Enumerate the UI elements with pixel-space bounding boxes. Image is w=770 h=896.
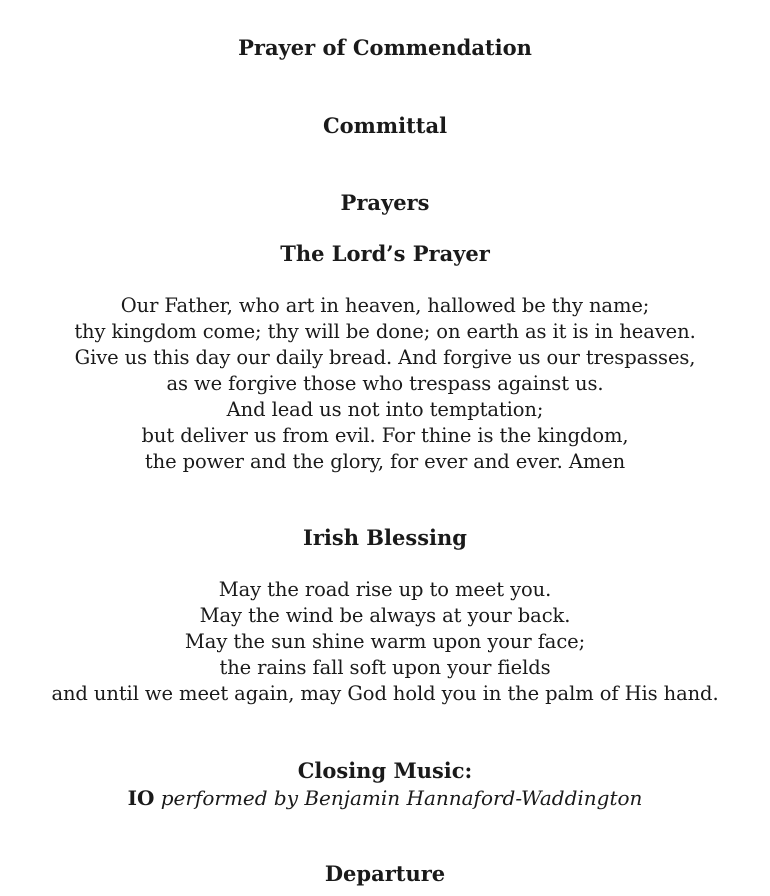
closing-music-credit	[0, 785, 770, 811]
heading-lords-prayer: The Lord’s Prayer	[280, 241, 490, 266]
heading-prayers: Prayers	[340, 190, 430, 215]
lords-prayer-line: as we forgive those who trespass against us.	[166, 372, 604, 395]
irish-blessing-line: and until we meet again, may God hold you in the palm of His hand.	[51, 682, 719, 705]
lords-prayer-line: but deliver us from evil. For thine is the kingdom,	[141, 424, 629, 447]
lords-prayer-line: the power and the glory, for ever and ever. Amen	[144, 450, 626, 473]
heading-closing-music: Closing Music:	[297, 758, 473, 783]
lords-prayer-line: And lead us not into temptation;	[226, 398, 544, 421]
lords-prayer-text	[0, 293, 770, 475]
heading-departure: Departure	[324, 861, 446, 886]
irish-blessing-line: the rains fall soft upon your fields	[219, 656, 551, 679]
heading-prayer-of-commendation: Prayer of Commendation	[238, 35, 532, 60]
lords-prayer-line: Give us this day our daily bread. And forgive us our trespasses,	[74, 346, 696, 369]
lords-prayer-line: Our Father, who art in heaven, hallowed be thy name;	[120, 294, 650, 317]
irish-blessing-line: May the wind be always at your back.	[199, 604, 571, 627]
heading-irish-blessing: Irish Blessing	[303, 525, 467, 550]
lords-prayer-line: thy kingdom come; thy will be done; on earth as it is in heaven.	[74, 320, 696, 343]
music-performer: performed by Benjamin Hannaford-Waddington	[160, 786, 643, 810]
irish-blessing-line: May the sun shine warm upon your face;	[184, 630, 586, 653]
music-piece-title: IO	[127, 786, 155, 810]
irish-blessing-line: May the road rise up to meet you.	[218, 578, 552, 601]
heading-committal: Committal	[322, 113, 448, 138]
irish-blessing-text	[0, 577, 770, 707]
